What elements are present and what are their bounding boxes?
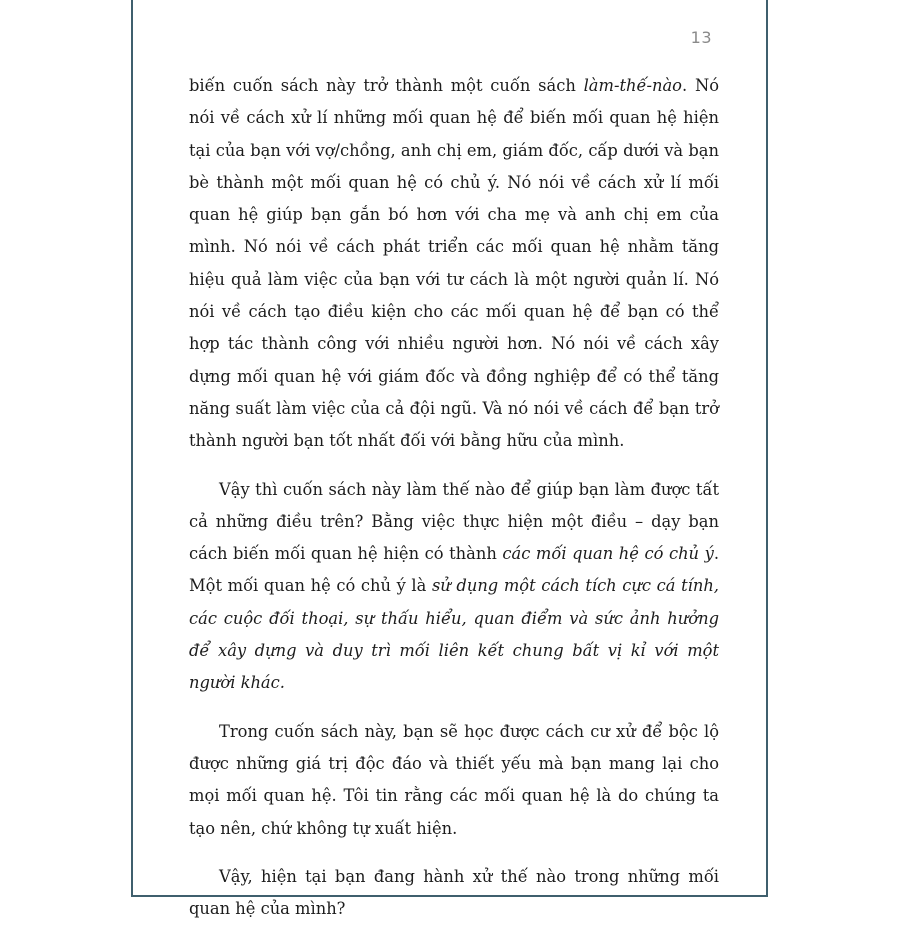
paragraph-4-run-1: Vậy, hiện tại bạn đang hành xử thế nào trong những mối quan hệ của mình? <box>189 866 719 919</box>
paragraph-2 <box>189 474 719 700</box>
paragraph-1-run-3: . Nó nói về cách xử lí những mối quan hệ để biến mối quan hệ hiện tại của bạn với vợ/chồng, anh chị em, giám đốc, cấp dưới và bạn bè thành một mối quan hệ có chủ ý. Nó nói về cách xử lí mối quan hệ giúp bạn gắn bó hơn với cha mẹ và anh chị em của mình. Nó nói về cách phát triển các mối quan hệ nhằm tăng hiệu quả làm việc của bạn với tư cách là một người quản lí. Nó nói về cách tạo điều kiện cho các mối quan hệ để bạn có thể hợp tác thành công với nhiều người hơn. Nó nói về cách xây dựng mối quan hệ với giám đốc và đồng nghiệp để có thể tăng năng suất làm việc của cả đội ngũ. Và nó nói về cách để bạn trở thành người bạn tốt nhất đối với bằng hữu của mình. <box>189 76 720 451</box>
paragraph-2-run-4: sử dụng một cách tích cực cá tính, các cuộc đối thoại, sự thấu hiểu, quan điểm và sức ảnh hưởng để xây dựng và duy trì mối liên kết chung bất vị kỉ với một người khác. <box>189 576 719 693</box>
paragraph-1 <box>189 70 719 458</box>
page-number: 13 <box>690 28 712 47</box>
paragraph-4 <box>189 861 719 926</box>
paragraph-2-run-1: Vậy thì cuốn sách này làm thế nào để giúp bạn làm được tất cả những điều trên? Bằng việc thực hiện một điều – dạy bạn cách biến mối quan hệ hiện có thành <box>189 479 719 564</box>
page-body <box>189 70 719 941</box>
paragraph-3 <box>189 716 719 845</box>
book-page <box>131 0 768 919</box>
paragraph-1-run-1: biến cuốn sách này trở thành một cuốn sách <box>189 76 584 95</box>
paragraph-1-run-2: làm-thế-nào <box>583 76 682 95</box>
paragraph-2-run-3: . Một mối quan hệ có chủ ý là <box>189 544 719 596</box>
paragraph-2-run-2: các mối quan hệ có chủ ý <box>502 544 714 564</box>
paragraph-3-run-1: Trong cuốn sách này, bạn sẽ học được cách cư xử để bộc lộ được những giá trị độc đáo và thiết yếu mà bạn mang lại cho mọi mối quan hệ. Tôi tin rằng các mối quan hệ là do chúng ta tạo nên, chứ không tự xuất hiện. <box>189 721 719 838</box>
